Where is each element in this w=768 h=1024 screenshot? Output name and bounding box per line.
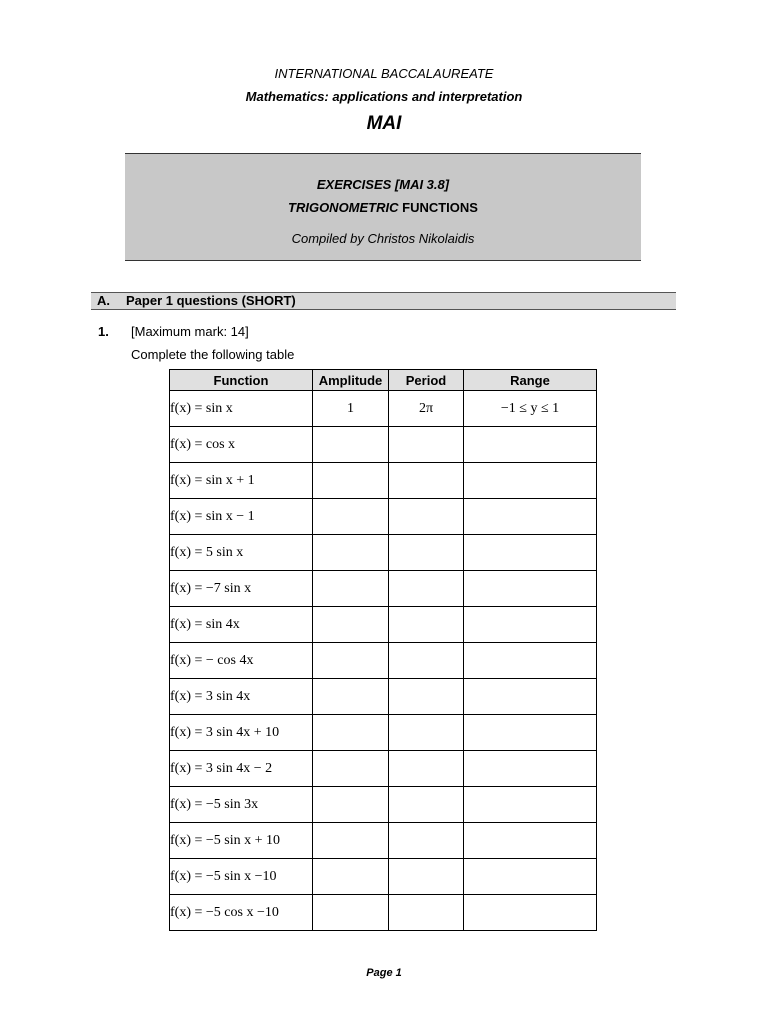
cell-range <box>464 427 597 463</box>
cell-function: f(x) = −5 cos x −10 <box>170 895 313 931</box>
cell-period <box>389 499 464 535</box>
question-mark: [Maximum mark: 14] <box>131 324 249 339</box>
table-row <box>170 787 597 823</box>
cell-amplitude <box>313 715 389 751</box>
section-header <box>91 292 676 310</box>
cell-amplitude <box>313 643 389 679</box>
table-header-row <box>170 370 597 391</box>
table-row <box>170 679 597 715</box>
section-letter: A. <box>97 293 110 308</box>
cell-function: f(x) = sin x + 1 <box>170 463 313 499</box>
cell-amplitude <box>313 499 389 535</box>
cell-period <box>389 751 464 787</box>
cell-period <box>389 895 464 931</box>
table-row <box>170 535 597 571</box>
table-row <box>170 571 597 607</box>
cell-amplitude <box>313 535 389 571</box>
cell-range <box>464 823 597 859</box>
table-row <box>170 715 597 751</box>
cell-period <box>389 679 464 715</box>
cell-amplitude <box>313 463 389 499</box>
cell-range <box>464 607 597 643</box>
cell-amplitude: 1 <box>313 391 389 427</box>
table-row <box>170 859 597 895</box>
cell-period <box>389 823 464 859</box>
exercises-title: EXERCISES [MAI 3.8] <box>316 177 450 192</box>
cell-function: f(x) = sin x − 1 <box>170 499 313 535</box>
section-title: Paper 1 questions (SHORT) <box>126 293 296 308</box>
cell-function: f(x) = −5 sin x −10 <box>170 859 313 895</box>
cell-range <box>464 535 597 571</box>
cell-amplitude <box>313 787 389 823</box>
cell-range <box>464 571 597 607</box>
header-line-1: INTERNATIONAL BACCALAUREATE <box>274 66 494 81</box>
table-row <box>170 643 597 679</box>
cell-function: f(x) = 3 sin 4x + 10 <box>170 715 313 751</box>
cell-function: f(x) = −5 sin x + 10 <box>170 823 313 859</box>
compiler-credit: Compiled by Christos Nikolaidis <box>291 231 475 246</box>
cell-period <box>389 463 464 499</box>
cell-range <box>464 751 597 787</box>
cell-function: f(x) = sin 4x <box>170 607 313 643</box>
topic-title-rest: FUNCTIONS <box>398 200 478 215</box>
cell-amplitude <box>313 679 389 715</box>
cell-range <box>464 787 597 823</box>
cell-period <box>389 859 464 895</box>
cell-period <box>389 607 464 643</box>
cell-amplitude <box>313 751 389 787</box>
functions-table <box>169 369 597 931</box>
cell-period: 2π <box>389 391 464 427</box>
question-number: 1. <box>98 324 109 339</box>
cell-amplitude <box>313 571 389 607</box>
header-function: Function <box>170 370 313 391</box>
cell-function: f(x) = sin x <box>170 391 313 427</box>
cell-range: −1 ≤ y ≤ 1 <box>464 391 597 427</box>
table-row <box>170 391 597 427</box>
page-number: Page 1 <box>366 967 402 979</box>
cell-amplitude <box>313 823 389 859</box>
cell-range <box>464 499 597 535</box>
table-row <box>170 751 597 787</box>
table-row <box>170 607 597 643</box>
header-range: Range <box>464 370 597 391</box>
header-line-2: Mathematics: applications and interpretation <box>245 89 523 104</box>
cell-period <box>389 571 464 607</box>
title-box <box>125 153 641 261</box>
topic-title-italic: TRIGONOMETRIC <box>288 200 399 215</box>
cell-function: f(x) = cos x <box>170 427 313 463</box>
table-row <box>170 463 597 499</box>
cell-amplitude <box>313 607 389 643</box>
cell-function: f(x) = 3 sin 4x − 2 <box>170 751 313 787</box>
header-title: MAI <box>366 113 402 134</box>
table-row <box>170 895 597 931</box>
cell-range <box>464 463 597 499</box>
header-period: Period <box>389 370 464 391</box>
table-row <box>170 499 597 535</box>
table-row <box>170 427 597 463</box>
cell-function: f(x) = − cos 4x <box>170 643 313 679</box>
cell-period <box>389 427 464 463</box>
cell-range <box>464 715 597 751</box>
cell-period <box>389 787 464 823</box>
question-text: Complete the following table <box>131 347 295 362</box>
cell-amplitude <box>313 427 389 463</box>
cell-range <box>464 643 597 679</box>
cell-function: f(x) = −7 sin x <box>170 571 313 607</box>
cell-period <box>389 535 464 571</box>
cell-period <box>389 715 464 751</box>
cell-amplitude <box>313 895 389 931</box>
cell-period <box>389 643 464 679</box>
cell-function: f(x) = −5 sin 3x <box>170 787 313 823</box>
cell-function: f(x) = 5 sin x <box>170 535 313 571</box>
cell-amplitude <box>313 859 389 895</box>
cell-function: f(x) = 3 sin 4x <box>170 679 313 715</box>
cell-range <box>464 859 597 895</box>
header-amplitude: Amplitude <box>313 370 389 391</box>
cell-range <box>464 679 597 715</box>
topic-title <box>125 200 641 215</box>
cell-range <box>464 895 597 931</box>
table-row <box>170 823 597 859</box>
